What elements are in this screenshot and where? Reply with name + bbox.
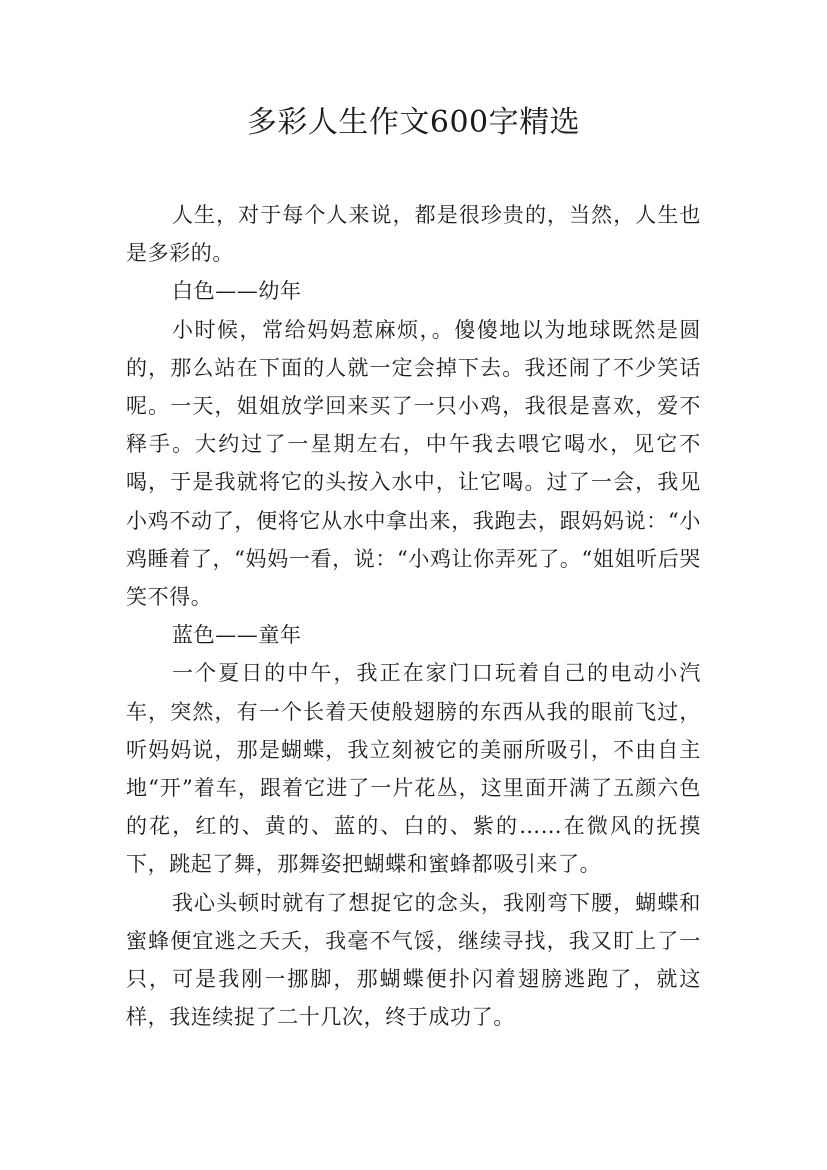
paragraph-intro: 人生，对于每个人来说，都是很珍贵的，当然，人生也是多彩的。 bbox=[126, 203, 701, 266]
paragraph-childhood-chick: 小时候，常给妈妈惹麻烦，。傻傻地以为地球既然是圆的，那么站在下面的人就一定会掉下去。我还闹了不少笑话呢。一天，姐姐放学回来买了一只小鸡，我很是喜欢，爱不释手。大约过了一星期左右，中午我去喂它喝水，见它不喝，于是我就将它的头按入水中，让它喝。过了一会，我见小鸡不动了，便将它从水中拿出来，我跑去，跟妈妈说：“小鸡睡着了，“妈妈一看，说：“小鸡让你弄死了。“姐姐听后哭笑不得。 bbox=[126, 317, 701, 610]
section-heading-blue: 蓝色——童年 bbox=[172, 623, 302, 648]
document-title: 多彩人生作文600字精选 bbox=[246, 105, 581, 140]
document-body bbox=[126, 196, 701, 1036]
paragraph-butterfly: 一个夏日的中午，我正在家门口玩着自己的电动小汽车，突然，有一个长着天使般翅膀的东西从我的眼前飞过，听妈妈说，那是蝴蝶，我立刻被它的美丽所吸引，不由自主地“开”着车，跟着它进了一片花丛，这里面开满了五颜六色的花，红的、黄的、蓝的、白的、紫的……在微风的抚摸下，跳起了舞，那舞姿把蝴蝶和蜜蜂都吸引来了。 bbox=[126, 661, 701, 877]
section-heading-white: 白色——幼年 bbox=[172, 279, 302, 304]
paragraph-catching: 我心头顿时就有了想捉它的念头，我刚弯下腰，蝴蝶和蜜蜂便宜逃之夭夭，我毫不气馁，继续寻找，我又盯上了一只，可是我刚一挪脚，那蝴蝶便扑闪着翅膀逃跑了，就这样，我连续捉了二十几次，终于成功了。 bbox=[126, 890, 701, 1030]
